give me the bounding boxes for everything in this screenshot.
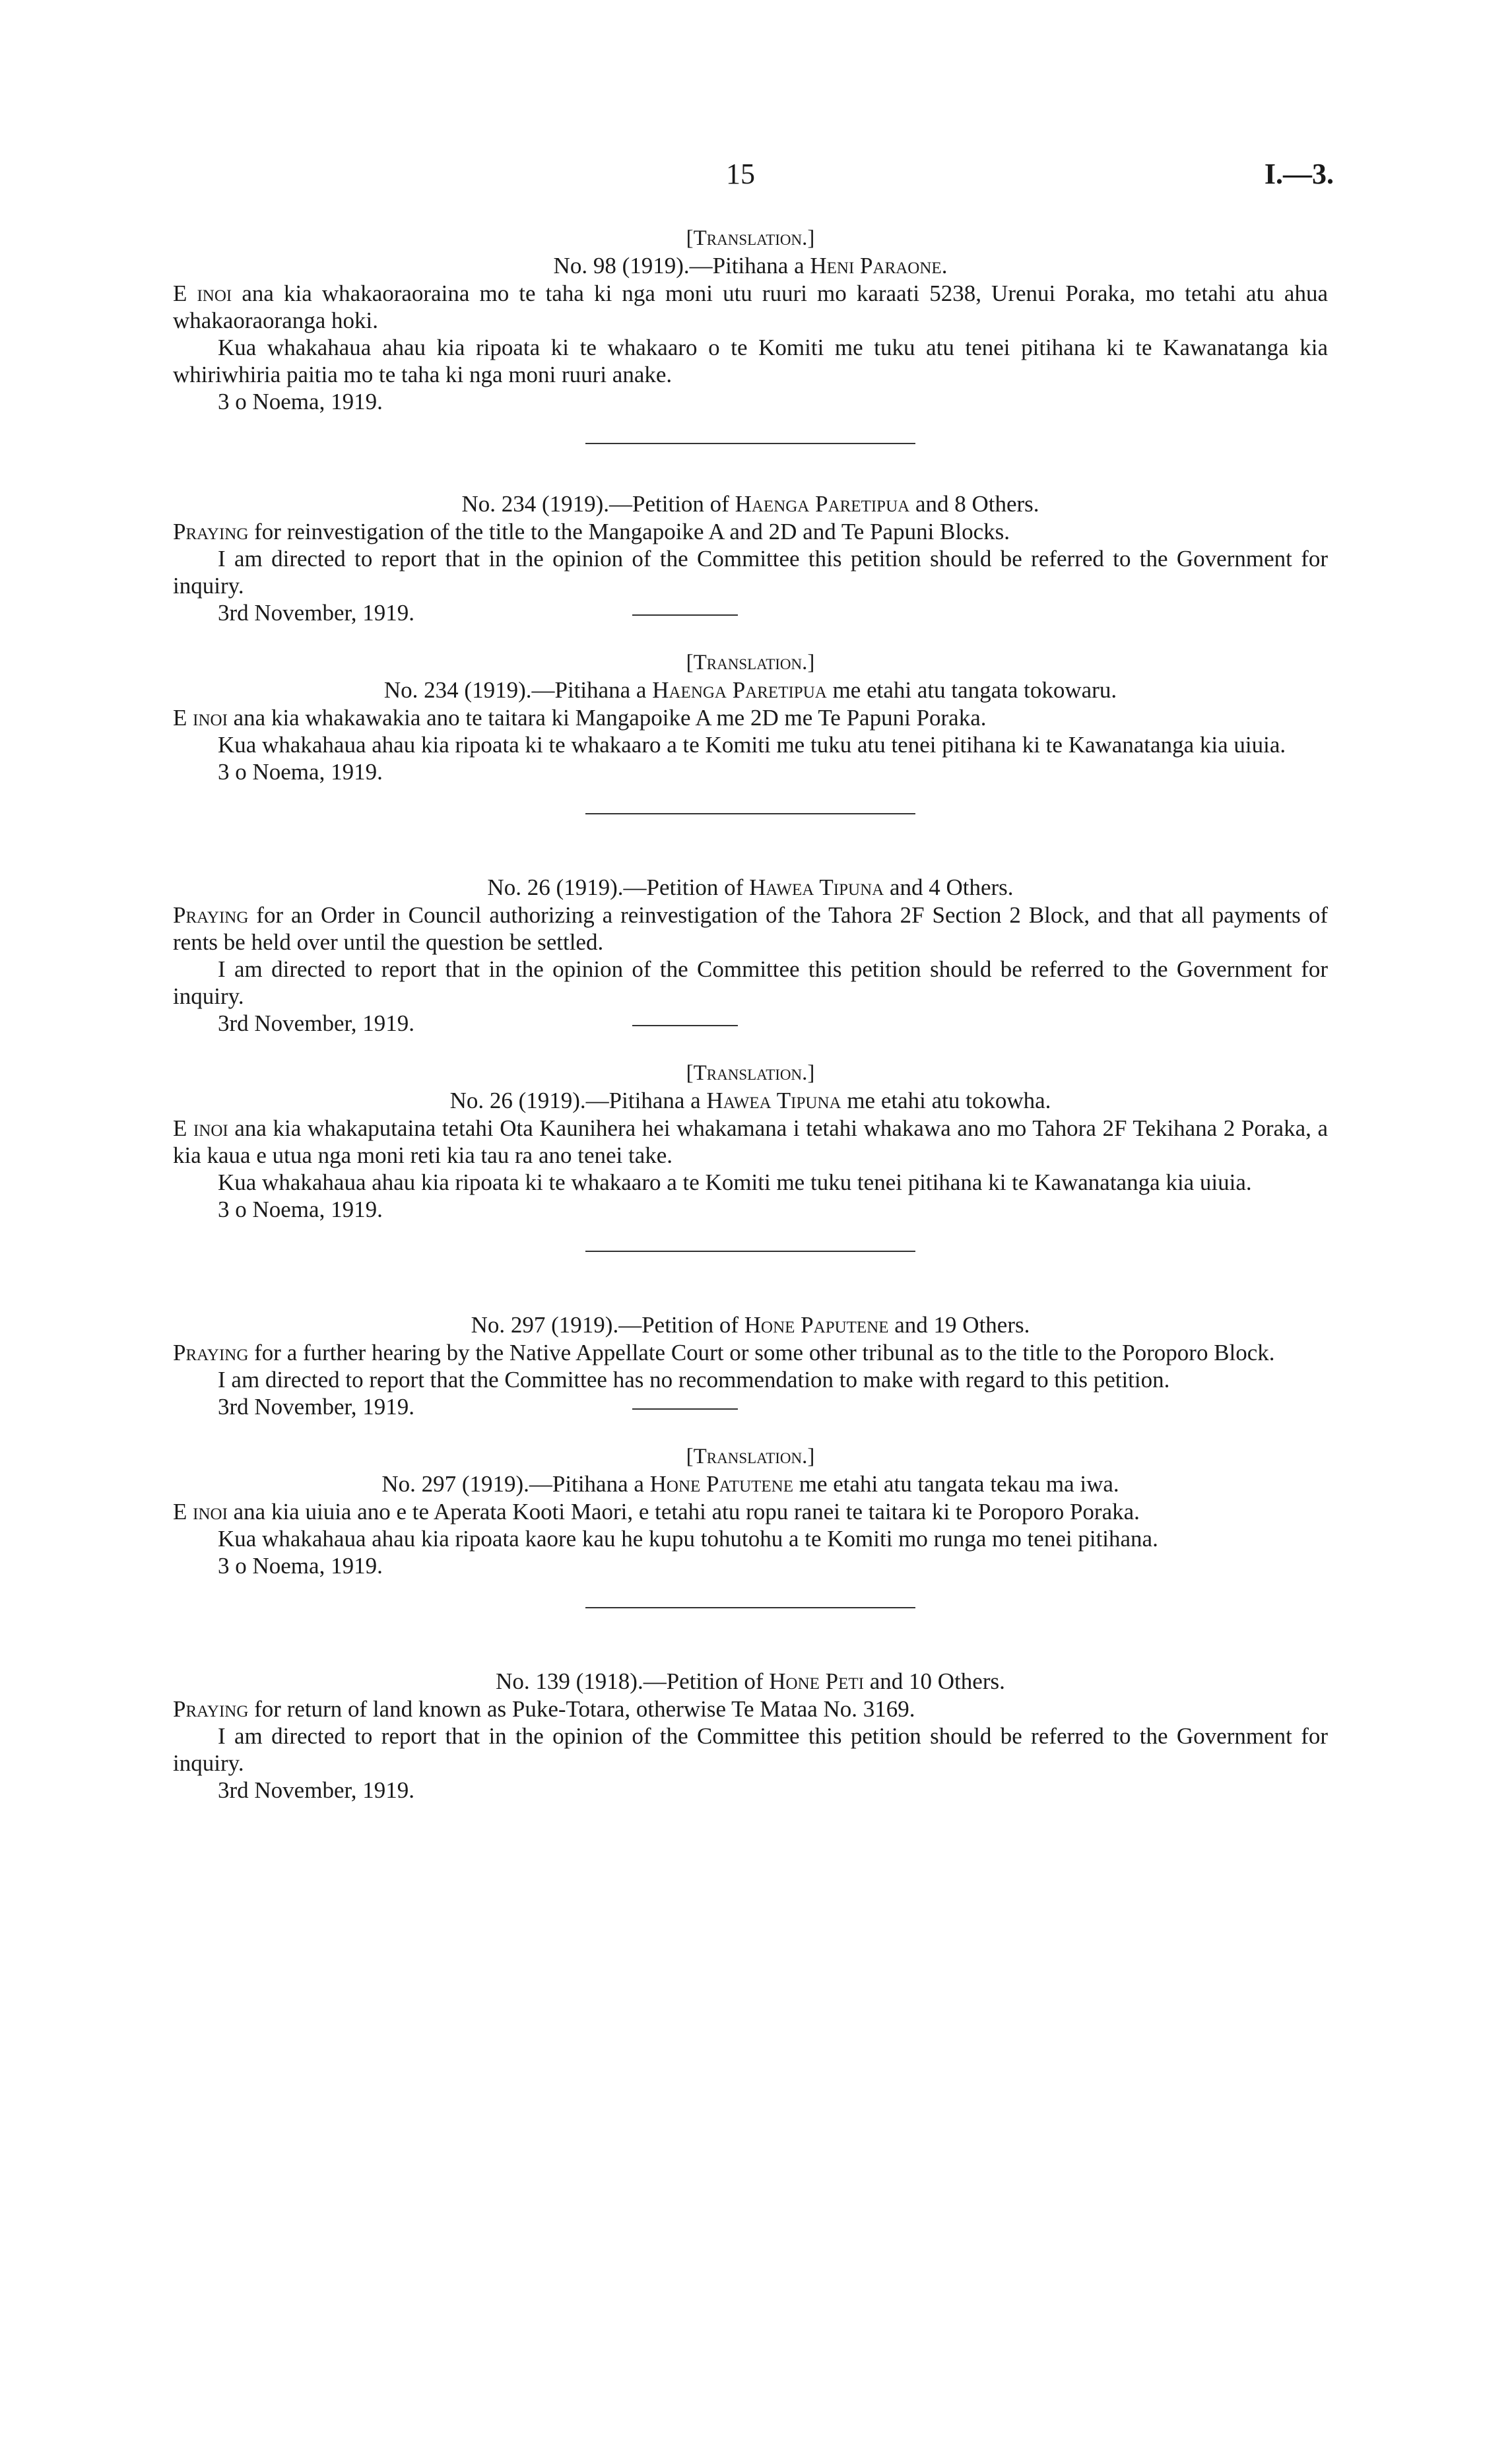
paragraph-lead: E inoi bbox=[173, 1115, 228, 1141]
date-line: 3 o Noema, 1919. bbox=[218, 759, 383, 785]
petitioner-name: Hawea Tipuna bbox=[706, 1088, 841, 1113]
short-divider bbox=[632, 614, 738, 616]
paragraph-text: Kua whakahaua ahau kia ripoata kaore kau he kupu tohutohu a te Komiti mo runga mo tenei pitihana. bbox=[218, 1526, 1158, 1552]
paragraph-lead: E inoi bbox=[173, 705, 228, 731]
petition-234 bbox=[173, 490, 1328, 626]
petition-234-translation bbox=[173, 649, 1328, 785]
heading-suffix: me etahi atu tangata tekau ma iwa. bbox=[793, 1471, 1119, 1497]
date-line: 3rd November, 1919. bbox=[218, 1394, 414, 1420]
paragraph-lead: Praying bbox=[173, 519, 249, 544]
page-header bbox=[0, 157, 1512, 197]
report-paragraph bbox=[173, 731, 1328, 758]
prayer-paragraph bbox=[173, 1115, 1328, 1169]
translation-label: [Translation.] bbox=[686, 651, 815, 674]
report-paragraph bbox=[173, 1169, 1328, 1196]
heading-number: No. 297 (1919).—Petition of bbox=[471, 1312, 744, 1338]
heading-suffix: and 4 Others. bbox=[884, 874, 1014, 900]
petitioner-name: Heni Paraone bbox=[810, 253, 942, 279]
petition-heading bbox=[173, 1087, 1328, 1115]
date-line: 3 o Noema, 1919. bbox=[218, 389, 383, 414]
petition-heading bbox=[173, 676, 1328, 704]
heading-suffix: and 19 Others. bbox=[888, 1312, 1030, 1338]
page-content bbox=[173, 224, 1328, 1804]
prayer-paragraph bbox=[173, 1498, 1328, 1525]
translation-label: [Translation.] bbox=[686, 1445, 815, 1468]
heading-number: No. 234 (1919).—Pitihana a bbox=[383, 677, 653, 703]
petition-26 bbox=[173, 874, 1328, 1037]
heading-suffix: and 10 Others. bbox=[864, 1668, 1005, 1694]
paragraph-text: I am directed to report that in the opinion of the Committee this petition should be referred to the Government for inquiry. bbox=[173, 546, 1328, 599]
petition-heading bbox=[173, 1311, 1328, 1339]
heading-number: No. 26 (1919).—Pitihana a bbox=[449, 1088, 707, 1113]
paragraph-text: I am directed to report that in the opinion of the Committee this petition should be referred to the Government for inquiry. bbox=[173, 956, 1328, 1009]
paragraph-text: ana kia whakaputaina tetahi Ota Kaunihera hei whakamana i tetahi whakawa ano mo Tahora 2F Tekihana 2 Poraka, a kia kaua e utua nga moni reti kia tau ra ano tenei take. bbox=[173, 1115, 1329, 1168]
paragraph-text: for an Order in Council authorizing a reinvestigation of the Tahora 2F Section 2 Block, and that all payments of rents be held over until the question be settled. bbox=[173, 902, 1328, 955]
paragraph-lead: Praying bbox=[173, 1340, 249, 1365]
paragraph-lead: E inoi bbox=[173, 1499, 228, 1525]
report-paragraph bbox=[173, 1366, 1328, 1393]
short-divider bbox=[632, 1408, 738, 1410]
paragraph-text: Kua whakahaua ahau kia ripoata ki te whakaaro o te Komiti me tuku atu tenei pitihana ki te Kawanatanga kia whiriwhiria paitia mo te taha ki nga moni ruuri anake. bbox=[173, 335, 1328, 387]
petition-139 bbox=[173, 1668, 1328, 1804]
petition-26-translation bbox=[173, 1059, 1328, 1223]
paper-reference: I.—3. bbox=[1264, 158, 1334, 190]
heading-number: No. 234 (1919).—Petition of bbox=[461, 491, 735, 517]
petition-heading bbox=[173, 874, 1328, 902]
paragraph-text: Kua whakahaua ahau kia ripoata ki te whakaaro a te Komiti me tuku atu tenei pitihana ki te Kawanatanga kia uiuia. bbox=[218, 732, 1286, 758]
paragraph-lead: E inoi bbox=[173, 280, 232, 306]
report-paragraph bbox=[173, 334, 1328, 388]
report-paragraph bbox=[173, 1525, 1328, 1552]
petition-heading bbox=[173, 252, 1328, 280]
petition-297 bbox=[173, 1311, 1328, 1420]
report-paragraph bbox=[173, 545, 1328, 599]
prayer-paragraph bbox=[173, 1695, 1328, 1723]
paragraph-text: for return of land known as Puke-Totara, otherwise Te Mataa No. 3169. bbox=[248, 1696, 915, 1722]
paragraph-text: I am directed to report that in the opinion of the Committee this petition should be referred to the Government for inquiry. bbox=[173, 1723, 1328, 1776]
paragraph-text: Kua whakahaua ahau kia ripoata ki te whakaaro a te Komiti me tuku tenei pitihana ki te Kawanatanga kia uiuia. bbox=[218, 1169, 1252, 1195]
petitioner-name: Hone Peti bbox=[769, 1668, 865, 1694]
prayer-paragraph bbox=[173, 1339, 1328, 1366]
petitioner-name: Hone Patutene bbox=[649, 1471, 793, 1497]
heading-suffix: me etahi atu tokowha. bbox=[841, 1088, 1051, 1113]
translation-label: [Translation.] bbox=[686, 226, 815, 250]
heading-suffix: . bbox=[941, 253, 948, 279]
paragraph-lead: Praying bbox=[173, 1696, 249, 1722]
petitioner-name: Haenga Paretipua bbox=[735, 491, 910, 517]
heading-suffix: me etahi atu tangata tokowaru. bbox=[826, 677, 1117, 703]
page-number: 15 bbox=[726, 158, 755, 190]
date-line: 3rd November, 1919. bbox=[218, 1010, 414, 1036]
prayer-paragraph bbox=[173, 902, 1328, 956]
petition-297-translation bbox=[173, 1443, 1328, 1579]
short-divider bbox=[632, 1025, 738, 1026]
report-paragraph bbox=[173, 1723, 1328, 1777]
paragraph-text: ana kia whakawakia ano te taitara ki Mangapoike A me 2D me Te Papuni Poraka. bbox=[227, 705, 987, 731]
paragraph-text: I am directed to report that the Committee has no recommendation to make with regard to this petition. bbox=[218, 1367, 1170, 1393]
paragraph-lead: Praying bbox=[173, 902, 249, 928]
report-paragraph bbox=[173, 956, 1328, 1010]
date-line: 3 o Noema, 1919. bbox=[218, 1553, 383, 1579]
petition-heading bbox=[173, 1470, 1328, 1498]
petitioner-name: Hawea Tipuna bbox=[749, 874, 884, 900]
petition-98-translation bbox=[173, 224, 1328, 415]
heading-suffix: and 8 Others. bbox=[909, 491, 1039, 517]
prayer-paragraph bbox=[173, 704, 1328, 731]
heading-number: No. 26 (1919).—Petition of bbox=[487, 874, 750, 900]
paragraph-text: for reinvestigation of the title to the Mangapoike A and 2D and Te Papuni Blocks. bbox=[248, 519, 1010, 544]
petitioner-name: Haenga Paretipua bbox=[652, 677, 827, 703]
date-line: 3rd November, 1919. bbox=[218, 600, 414, 626]
paragraph-text: ana kia whakaoraoraina mo te taha ki nga moni utu ruuri mo karaati 5238, Urenui Poraka, mo tetahi atu ahua whakaoraoranga hoki. bbox=[173, 280, 1328, 333]
petition-heading bbox=[173, 490, 1328, 518]
date-line: 3rd November, 1919. bbox=[218, 1777, 414, 1803]
heading-number: No. 98 (1919).—Pitihana a bbox=[553, 253, 810, 279]
prayer-paragraph bbox=[173, 280, 1328, 334]
petitioner-name: Hone Paputene bbox=[744, 1312, 889, 1338]
heading-number: No. 297 (1919).—Pitihana a bbox=[381, 1471, 650, 1497]
petition-heading bbox=[173, 1668, 1328, 1695]
prayer-paragraph bbox=[173, 518, 1328, 545]
date-line: 3 o Noema, 1919. bbox=[218, 1197, 383, 1222]
translation-label: [Translation.] bbox=[686, 1061, 815, 1085]
heading-number: No. 139 (1918).—Petition of bbox=[496, 1668, 770, 1694]
paragraph-text: ana kia uiuia ano e te Aperata Kooti Maori, e tetahi atu ropu ranei te taitara ki te Poroporo Poraka. bbox=[227, 1499, 1140, 1525]
paragraph-text: for a further hearing by the Native Appellate Court or some other tribunal as to the title to the Poroporo Block. bbox=[248, 1340, 1275, 1365]
